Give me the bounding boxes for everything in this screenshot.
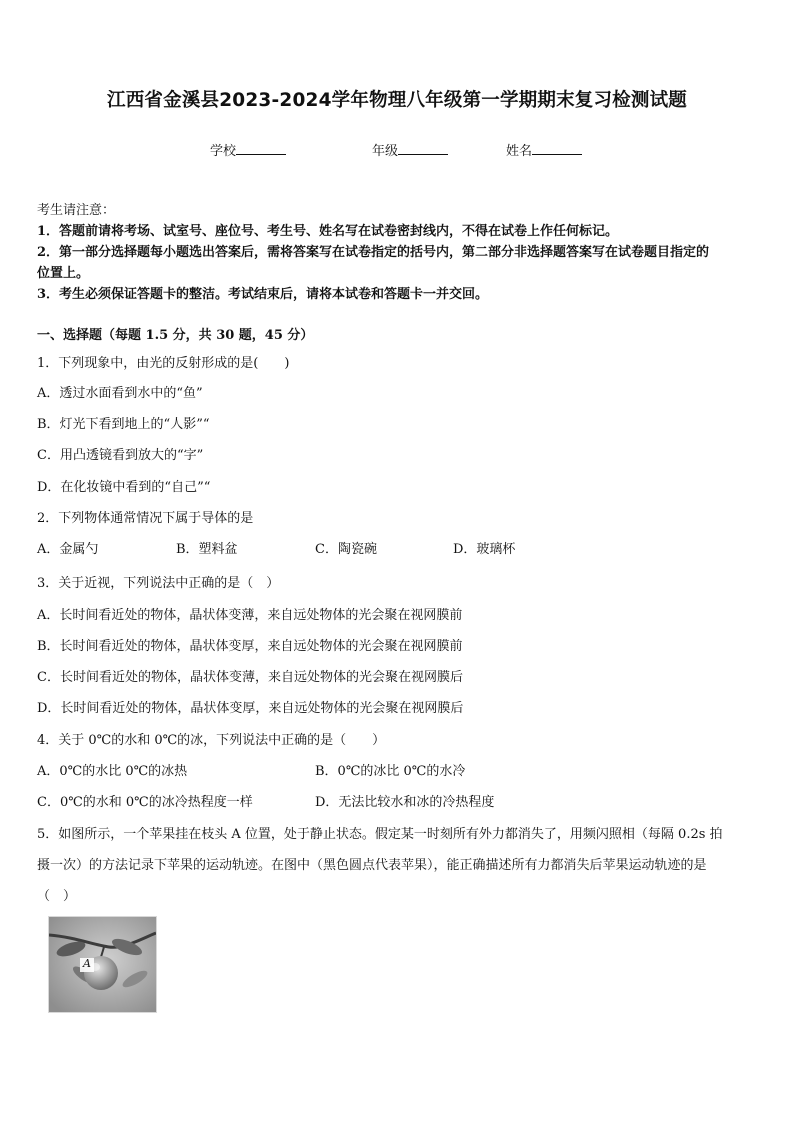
- notice-item-3: 3．考生必须保证答题卡的整洁。考试结束后，请将本试卷和答题卡一并交回。: [37, 287, 489, 302]
- q3-option-c: C．长时间看近处的物体，晶状体变薄，来自远处物体的光会聚在视网膜后: [37, 670, 463, 685]
- q3-option-a: A．长时间看近处的物体，晶状体变薄，来自远处物体的光会聚在视网膜前: [37, 608, 463, 623]
- grade-label: 年级: [372, 144, 399, 159]
- q1-option-a: A．透过水面看到水中的“鱼”: [37, 386, 203, 401]
- q5-stem-line2: 摄一次）的方法记录下苹果的运动轨迹。在图中（黑色圆点代表苹果），能正确描述所有力都消失后苹果运动轨迹的是: [37, 858, 707, 873]
- section-heading: 一、选择题（每题 1.5 分，共 30 题，45 分）: [37, 328, 314, 343]
- q2-option-b: B．塑料盆: [176, 542, 238, 557]
- q1-option-d: D．在化妆镜中看到的“自己”“: [37, 480, 211, 495]
- notice-heading: 考生请注意：: [37, 203, 116, 218]
- name-label: 姓名: [506, 144, 533, 159]
- grade-blank: [398, 142, 448, 155]
- apple-branch-image: [49, 917, 156, 1012]
- q1-option-c: C．用凸透镜看到放大的“字”: [37, 448, 204, 463]
- q4-option-b: B．0℃的冰比 0℃的水冷: [315, 764, 466, 779]
- q4-stem: 4．关于 0℃的水和 0℃的冰，下列说法中正确的是（ ）: [37, 733, 386, 748]
- q5-stem-line1: 5．如图所示，一个苹果挂在枝头 A 位置，处于静止状态。假定某一时刻所有外力都消失了，用频闪照相（每隔 0.2s 拍: [37, 827, 723, 842]
- q2-option-d: D．玻璃杯: [453, 542, 516, 557]
- q3-option-b: B．长时间看近处的物体，晶状体变厚，来自远处物体的光会聚在视网膜前: [37, 639, 463, 654]
- q1-stem: 1．下列现象中，由光的反射形成的是( ): [37, 356, 290, 371]
- student-info-row: [0, 140, 794, 160]
- apple-position-label: A: [83, 957, 91, 970]
- notice-item-2a: 2．第一部分选择题每小题选出答案后，需将答案写在试卷指定的括号内，第二部分非选择题答案写在试卷题目指定的: [37, 245, 710, 260]
- name-field: [506, 140, 582, 159]
- q2-option-a: A．金属勺: [37, 542, 99, 557]
- page-title: 江西省金溪县2023-2024学年物理八年级第一学期期末复习检测试题: [107, 90, 687, 111]
- notice-item-2b: 位置上。: [37, 266, 90, 281]
- q4-option-c: C．0℃的水和 0℃的冰冷热程度一样: [37, 795, 253, 810]
- q4-option-d: D．无法比较水和冰的冷热程度: [315, 795, 495, 810]
- q3-stem: 3．关于近视，下列说法中正确的是（ ）: [37, 576, 280, 591]
- grade-field: [372, 140, 448, 159]
- school-field: [210, 140, 286, 159]
- apple-photo: [48, 916, 157, 1013]
- q1-option-b: B．灯光下看到地上的“人影”“: [37, 417, 210, 432]
- school-label: 学校: [210, 144, 237, 159]
- name-blank: [532, 142, 582, 155]
- q2-option-c: C．陶瓷碗: [315, 542, 377, 557]
- q2-stem: 2．下列物体通常情况下属于导体的是: [37, 511, 254, 526]
- q5-stem-line3: （ ）: [37, 889, 77, 904]
- notice-item-1: 1．答题前请将考场、试室号、座位号、考生号、姓名写在试卷密封线内，不得在试卷上作任何标记。: [37, 224, 619, 239]
- school-blank: [236, 142, 286, 155]
- q4-option-a: A．0℃的水比 0℃的冰热: [37, 764, 188, 779]
- q3-option-d: D．长时间看近处的物体，晶状体变厚，来自远处物体的光会聚在视网膜后: [37, 701, 464, 716]
